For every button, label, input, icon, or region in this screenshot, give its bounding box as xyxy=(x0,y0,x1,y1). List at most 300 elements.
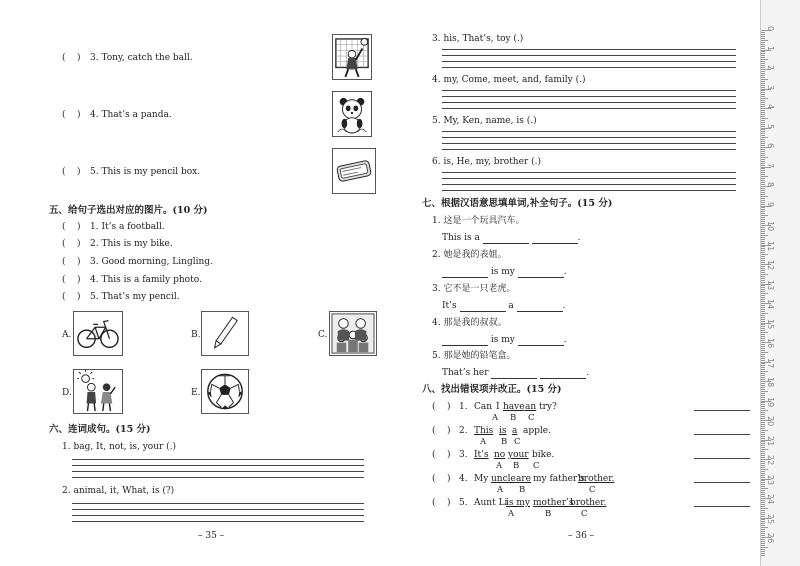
ruler-number: 7 xyxy=(766,162,775,168)
ruler-number: 23 xyxy=(766,474,775,485)
ruler-tick xyxy=(761,151,765,152)
ruler-number: 0 xyxy=(766,26,775,32)
ruler-tick xyxy=(761,100,765,101)
ruler-tick xyxy=(761,295,765,296)
ruler-tick xyxy=(761,246,765,247)
ruler-tick xyxy=(761,202,765,203)
ruler-tick xyxy=(761,393,765,394)
ruler-tick xyxy=(761,256,765,257)
ruler-tick xyxy=(761,285,765,286)
ruler-tick xyxy=(761,414,765,415)
ruler-tick xyxy=(761,541,765,542)
ruler-tick xyxy=(761,284,771,285)
ruler-tick xyxy=(761,324,765,325)
ruler-tick xyxy=(761,209,765,210)
ruler-tick xyxy=(761,537,771,538)
ruler-tick xyxy=(761,254,768,255)
ruler-tick xyxy=(761,334,765,335)
ruler-tick xyxy=(761,289,765,290)
correction-line[interactable] xyxy=(694,458,750,459)
ruler-tick xyxy=(761,252,765,253)
ruler-tick xyxy=(761,342,771,343)
ruler-tick xyxy=(761,533,765,534)
ruler-tick xyxy=(761,204,765,205)
ruler-tick xyxy=(761,276,765,277)
fill-sentence-3: It’s a . xyxy=(442,301,566,311)
ruler-number: 8 xyxy=(766,182,775,188)
ruler-tick xyxy=(761,350,765,351)
list-item: 5. That’s my pencil. xyxy=(90,292,180,302)
ruler-tick xyxy=(761,135,765,136)
page-number-right: – 36 – xyxy=(568,531,595,541)
ruler-tick xyxy=(761,71,765,72)
ruler-tick xyxy=(761,81,765,82)
ruler-tick xyxy=(761,461,765,462)
answer-paren[interactable]: ( ) xyxy=(432,426,451,436)
ruler-tick xyxy=(761,106,765,107)
ruler-tick xyxy=(761,326,765,327)
ruler-tick xyxy=(761,543,765,544)
correction-line[interactable] xyxy=(694,434,750,435)
chinese-prompt: 4. 那是我的叔叔。 xyxy=(432,318,507,328)
ruler-tick xyxy=(761,317,765,318)
ruler-tick xyxy=(761,475,765,476)
ruler-tick xyxy=(761,248,765,249)
ruler-tick xyxy=(761,482,765,483)
ruler-tick xyxy=(761,346,765,347)
ruler-tick xyxy=(761,490,765,491)
reorder-item-5: 5. My, Ken, name, is (.) xyxy=(432,116,537,126)
ruler-tick xyxy=(761,321,765,322)
ruler-tick xyxy=(761,155,765,156)
ruler-tick xyxy=(761,131,765,132)
ruler-tick xyxy=(761,274,768,275)
blank-input[interactable] xyxy=(517,302,563,312)
ruler-tick xyxy=(761,233,765,234)
ruler-tick xyxy=(761,215,768,216)
ruler-tick xyxy=(761,338,765,339)
ruler-tick xyxy=(761,299,765,300)
ruler-number: 21 xyxy=(766,435,775,446)
ruler-tick xyxy=(761,211,765,212)
blank-input[interactable] xyxy=(491,369,537,379)
ruler-tick xyxy=(761,399,765,400)
ruler-tick xyxy=(761,114,765,115)
ruler-tick xyxy=(761,147,771,148)
ruler-number: 18 xyxy=(766,377,775,388)
ruler-tick xyxy=(761,219,765,220)
ruler-tick xyxy=(761,391,768,392)
ruler-tick xyxy=(761,176,768,177)
ruler-tick xyxy=(761,494,765,495)
ruler-tick xyxy=(761,198,765,199)
ruler-tick xyxy=(761,44,765,45)
ruler-tick xyxy=(761,373,765,374)
ruler-number: 22 xyxy=(766,455,775,466)
ruler-tick xyxy=(761,235,768,236)
correction-line[interactable] xyxy=(694,506,750,507)
ruler-tick xyxy=(761,231,765,232)
section6-title: 六、连词成句。(15 分) xyxy=(49,424,151,435)
ruler-tick xyxy=(761,553,765,554)
ruler-tick xyxy=(761,358,765,359)
ruler-tick xyxy=(761,545,765,546)
ruler-tick xyxy=(761,98,768,99)
ruler-tick xyxy=(761,385,765,386)
ruler-tick xyxy=(761,508,768,509)
blank-input[interactable] xyxy=(442,268,488,278)
ruler-number: 20 xyxy=(766,416,775,427)
fill-sentence-2: is my . xyxy=(442,267,567,278)
ruler-tick xyxy=(761,153,765,154)
ruler-tick xyxy=(761,402,765,403)
ruler-tick xyxy=(761,42,765,43)
reorder-item-1: 1. bag, It, not, is, your (.) xyxy=(62,442,177,452)
item-text: 3. Tony, catch the ball. xyxy=(90,53,193,63)
ruler-tick xyxy=(761,59,768,60)
ruler-tick xyxy=(761,445,765,446)
ruler-tick xyxy=(761,463,765,464)
option-label-a: A. xyxy=(62,330,72,340)
ruler-tick xyxy=(761,379,765,380)
chinese-prompt: 3. 它不是一只老虎。 xyxy=(432,284,516,294)
ruler-tick xyxy=(761,207,765,208)
answer-paren[interactable]: ( ) xyxy=(62,222,81,232)
ruler-number: 3 xyxy=(766,84,775,90)
ruler-tick xyxy=(761,278,765,279)
page-number-left: – 35 – xyxy=(198,531,225,541)
ruler-tick xyxy=(761,422,765,423)
ruler-tick xyxy=(761,237,765,238)
ruler-tick xyxy=(761,32,765,33)
ruler-tick xyxy=(761,124,765,125)
ruler-tick xyxy=(761,477,765,478)
ruler-tick xyxy=(761,303,771,304)
ruler-number: 12 xyxy=(766,260,775,271)
ruler-tick xyxy=(761,102,765,103)
ruler-tick xyxy=(761,239,765,240)
ruler-tick xyxy=(761,408,765,409)
ruler-number: 6 xyxy=(766,143,775,149)
ruler-tick xyxy=(761,352,768,353)
ruler-tick xyxy=(761,182,765,183)
ruler-tick xyxy=(761,65,765,66)
ruler-tick xyxy=(761,128,771,129)
ruler-tick xyxy=(761,381,771,382)
bike-picture xyxy=(73,311,123,356)
ruler-tick xyxy=(761,362,771,363)
ruler-number: 13 xyxy=(766,279,775,290)
panda-picture xyxy=(332,91,372,137)
ruler-tick xyxy=(761,356,765,357)
ruler-tick xyxy=(761,266,765,267)
ruler-tick xyxy=(761,133,765,134)
family-photo-picture xyxy=(329,311,377,356)
ruler-tick xyxy=(761,510,765,511)
ruler-tick xyxy=(761,447,765,448)
ruler-tick xyxy=(761,227,765,228)
ruler-tick xyxy=(761,504,765,505)
ruler-tick xyxy=(761,471,765,472)
ruler-tick xyxy=(761,371,768,372)
chinese-prompt: 5. 那是她的铅笔盒。 xyxy=(432,351,516,361)
ruler-tick xyxy=(761,336,765,337)
ruler-tick xyxy=(761,139,765,140)
ruler-tick xyxy=(761,389,765,390)
ruler-number: 26 xyxy=(766,533,775,544)
ruler-tick xyxy=(761,521,765,522)
football-picture xyxy=(201,369,249,414)
ruler-number: 14 xyxy=(766,299,775,310)
ruler-tick xyxy=(761,293,768,294)
ruler-tick xyxy=(761,36,765,37)
ruler-tick xyxy=(761,484,765,485)
ruler-tick xyxy=(761,309,765,310)
blank-input[interactable] xyxy=(518,336,564,346)
list-item: 1. It’s a football. xyxy=(90,222,165,232)
ruler-tick xyxy=(761,172,765,173)
ruler-tick xyxy=(761,188,765,189)
ruler-number: 24 xyxy=(766,494,775,505)
ruler-tick xyxy=(761,143,765,144)
ruler-tick xyxy=(761,75,765,76)
answer-paren[interactable]: ( ) xyxy=(62,53,81,63)
ruler-tick xyxy=(761,297,765,298)
ruler-tick xyxy=(761,412,765,413)
ruler-tick xyxy=(761,311,765,312)
list-item: 2. This is my bike. xyxy=(90,239,173,249)
ruler-tick xyxy=(761,440,771,441)
ruler-tick xyxy=(761,426,765,427)
ruler-number: 15 xyxy=(766,318,775,329)
answer-paren[interactable]: ( ) xyxy=(62,275,81,285)
correction-line[interactable] xyxy=(694,410,750,411)
pencil-picture xyxy=(201,311,249,356)
ruler-tick xyxy=(761,122,765,123)
blank-input[interactable] xyxy=(540,369,586,379)
fill-sentence-1: This is a . xyxy=(442,233,581,243)
ruler-tick xyxy=(761,500,765,501)
ruler-tick xyxy=(761,200,765,201)
ruler-tick xyxy=(761,424,765,425)
ruler-number: 17 xyxy=(766,357,775,368)
ruler-tick xyxy=(761,488,768,489)
ruler-tick xyxy=(761,57,765,58)
ruler-tick xyxy=(761,223,765,224)
ruler-number: 1 xyxy=(766,45,775,51)
option-label-d: D. xyxy=(62,388,72,398)
ruler-tick xyxy=(761,48,765,49)
ruler-number: 16 xyxy=(766,338,775,349)
ruler-tick xyxy=(761,287,765,288)
blank-input[interactable] xyxy=(518,268,564,278)
ruler-tick xyxy=(761,360,765,361)
list-item: 3. Good morning, Lingling. xyxy=(90,257,213,267)
ruler-tick xyxy=(761,168,765,169)
ruler-tick xyxy=(761,434,765,435)
ruler-tick xyxy=(761,90,765,91)
ruler-tick xyxy=(761,110,765,111)
ruler-tick xyxy=(761,196,768,197)
ruler-tick xyxy=(761,529,765,530)
ruler-tick xyxy=(761,473,765,474)
ruler-tick xyxy=(761,453,765,454)
ruler-tick xyxy=(761,502,765,503)
blank-input[interactable] xyxy=(442,336,488,346)
ruler-tick xyxy=(761,313,768,314)
ruler-tick xyxy=(761,170,765,171)
ruler-tick xyxy=(761,63,765,64)
ruler-tick xyxy=(761,498,771,499)
ruler-tick xyxy=(761,165,765,166)
ruler-tick xyxy=(761,416,765,417)
ruler-tick xyxy=(761,206,771,207)
ruler xyxy=(760,0,800,566)
ruler-tick xyxy=(761,555,765,556)
ruler-tick xyxy=(761,387,765,388)
ruler-tick xyxy=(761,174,765,175)
ruler-number: 25 xyxy=(766,513,775,524)
blank-input[interactable] xyxy=(532,234,578,244)
greeting-children-picture xyxy=(73,369,123,414)
ruler-tick xyxy=(761,330,765,331)
answer-paren[interactable]: ( ) xyxy=(62,167,81,177)
section7-title: 七、根据汉语意思填单词,补全句子。(15 分) xyxy=(422,198,613,209)
ruler-tick xyxy=(761,260,765,261)
section8-title: 八、找出错误项并改正。(15 分) xyxy=(422,384,562,395)
ruler-number: 11 xyxy=(766,240,775,251)
ruler-tick xyxy=(761,323,771,324)
ruler-tick xyxy=(761,441,765,442)
answer-paren[interactable]: ( ) xyxy=(432,474,451,484)
blank-input[interactable] xyxy=(460,302,506,312)
ruler-number: 2 xyxy=(766,65,775,71)
answer-paren[interactable]: ( ) xyxy=(62,292,81,302)
ruler-tick xyxy=(761,340,765,341)
ruler-tick xyxy=(761,354,765,355)
ruler-number: 19 xyxy=(766,396,775,407)
chinese-prompt: 2. 她是我的表姐。 xyxy=(432,250,507,260)
ruler-tick xyxy=(761,229,765,230)
ruler-tick xyxy=(761,547,768,548)
option-label-c: C. xyxy=(318,330,328,340)
ruler-tick xyxy=(761,194,765,195)
section5-title: 五、给句子选出对应的图片。(10 分) xyxy=(49,205,208,216)
answer-paren[interactable]: ( ) xyxy=(62,257,81,267)
ruler-tick xyxy=(761,178,765,179)
ruler-tick xyxy=(761,486,765,487)
ruler-tick xyxy=(761,85,765,86)
answer-paren[interactable]: ( ) xyxy=(432,402,451,412)
ruler-tick xyxy=(761,213,765,214)
ruler-tick xyxy=(761,157,768,158)
ruler-tick xyxy=(761,455,765,456)
ruler-tick xyxy=(761,282,765,283)
ruler-tick xyxy=(761,480,765,481)
ruler-tick xyxy=(761,272,765,273)
ruler-tick xyxy=(761,465,765,466)
ruler-number: 5 xyxy=(766,123,775,129)
ruler-tick xyxy=(761,301,765,302)
ruler-tick xyxy=(761,40,768,41)
pencil-box-picture xyxy=(332,148,376,194)
ruler-tick xyxy=(761,410,768,411)
ruler-tick xyxy=(761,438,765,439)
ruler-tick xyxy=(761,83,765,84)
ruler-tick xyxy=(761,245,771,246)
ruler-tick xyxy=(761,418,765,419)
answer-paren[interactable]: ( ) xyxy=(432,450,451,460)
answer-paren[interactable]: ( ) xyxy=(62,239,81,249)
ruler-tick xyxy=(761,192,765,193)
ruler-tick xyxy=(761,159,765,160)
answer-paren[interactable]: ( ) xyxy=(432,498,451,508)
ruler-tick xyxy=(761,241,765,242)
ruler-tick xyxy=(761,53,765,54)
ruler-tick xyxy=(761,539,765,540)
ruler-tick xyxy=(761,67,765,68)
ruler-tick xyxy=(761,112,765,113)
ruler-tick xyxy=(761,291,765,292)
ruler-tick xyxy=(761,167,771,168)
ruler-tick xyxy=(761,126,765,127)
ruler-tick xyxy=(761,264,771,265)
ruler-tick xyxy=(761,96,765,97)
ruler-tick xyxy=(761,420,771,421)
ruler-tick xyxy=(761,190,765,191)
ruler-tick xyxy=(761,344,765,345)
ruler-number: 9 xyxy=(766,201,775,207)
ruler-tick xyxy=(761,161,765,162)
ruler-tick xyxy=(761,305,765,306)
ruler-tick xyxy=(761,449,768,450)
ruler-tick xyxy=(761,61,765,62)
ruler-tick xyxy=(761,104,765,105)
ruler-tick xyxy=(761,512,765,513)
ruler-tick xyxy=(761,519,765,520)
ruler-tick xyxy=(761,217,765,218)
ruler-tick xyxy=(761,549,765,550)
ruler-tick xyxy=(761,506,765,507)
ruler-number: 10 xyxy=(766,221,775,232)
ruler-tick xyxy=(761,73,765,74)
ruler-tick xyxy=(761,108,771,109)
ruler-tick xyxy=(761,395,765,396)
ruler-tick xyxy=(761,243,765,244)
ruler-tick xyxy=(761,492,765,493)
answer-paren[interactable]: ( ) xyxy=(62,110,81,120)
ruler-tick xyxy=(761,363,765,364)
blank-input[interactable] xyxy=(483,234,529,244)
ruler-tick xyxy=(761,46,765,47)
ruler-tick xyxy=(761,34,765,35)
ruler-tick xyxy=(761,250,765,251)
correction-line[interactable] xyxy=(694,482,750,483)
ruler-tick xyxy=(761,258,765,259)
ruler-tick xyxy=(761,516,765,517)
item-text: 4. That’s a panda. xyxy=(90,110,172,120)
fill-sentence-5: That’s her . xyxy=(442,368,590,378)
ruler-tick xyxy=(761,375,765,376)
ruler-tick xyxy=(761,280,765,281)
ruler-tick xyxy=(761,141,765,142)
ruler-tick xyxy=(761,527,768,528)
ruler-tick xyxy=(761,137,768,138)
ruler-tick xyxy=(761,118,768,119)
ruler-tick xyxy=(761,469,768,470)
ruler-tick xyxy=(761,332,768,333)
ruler-tick xyxy=(761,221,765,222)
